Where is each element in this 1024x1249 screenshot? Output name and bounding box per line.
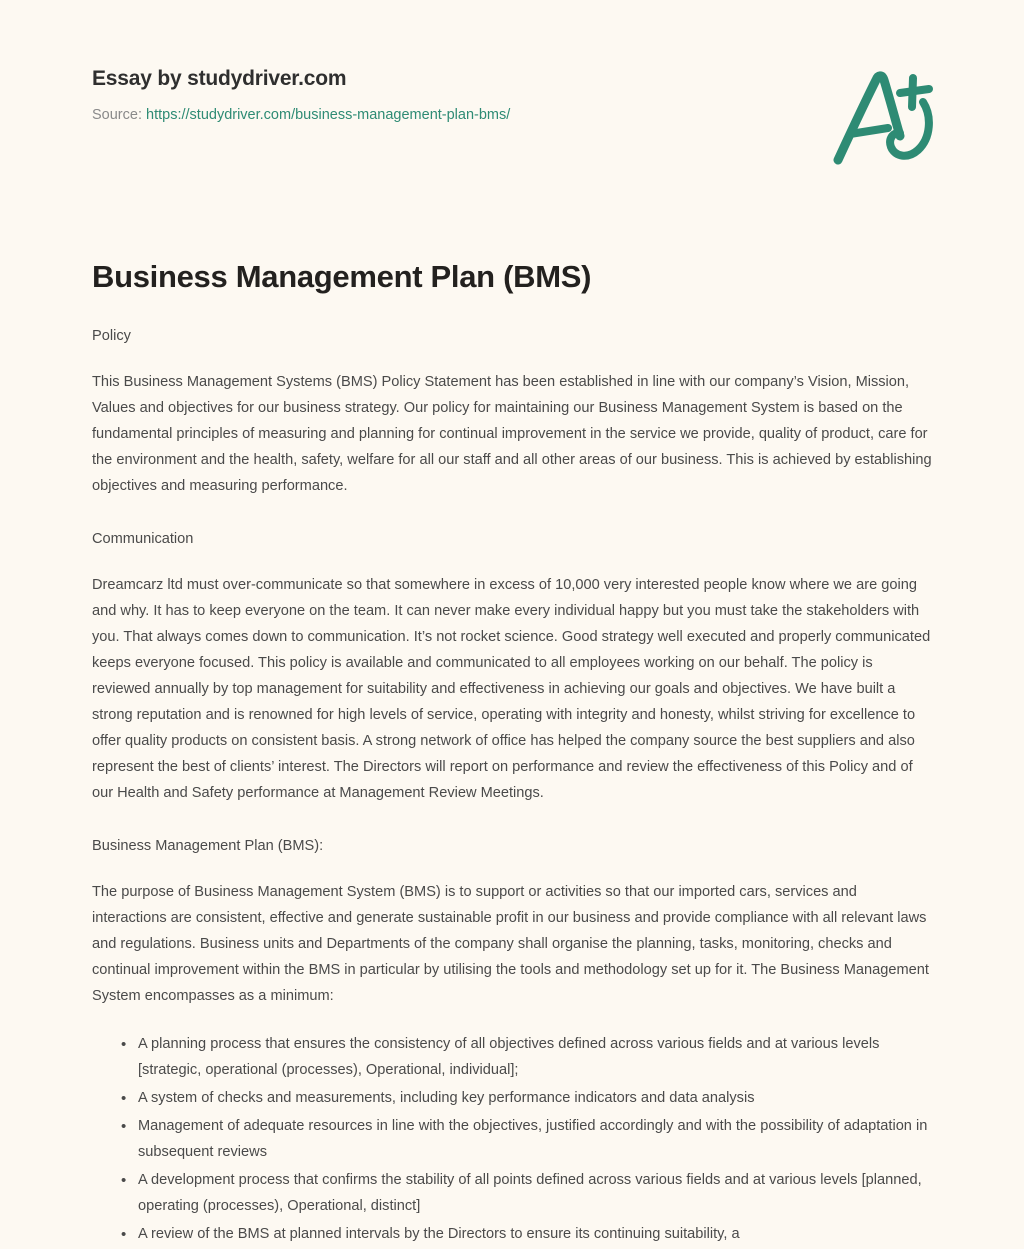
essay-content	[0, 258, 1024, 1248]
section-label-bms-plan: Business Management Plan (BMS):	[92, 838, 324, 854]
list-item: • A development process that confirms the stability of all points defined across various fields and at various levels [planned, operating (processes), Operational, distinct]	[138, 1168, 932, 1220]
source-url-link[interactable]: https://studydriver.com/business-management-plan-bms/	[146, 107, 511, 124]
list-item: • A review of the BMS at planned intervals by the Directors to ensure its continuing suitability, a	[138, 1222, 932, 1248]
page-header	[0, 0, 1024, 200]
source-label: Source:	[92, 107, 142, 124]
section-label-policy: Policy	[92, 327, 131, 344]
source-line	[92, 106, 932, 125]
list-item: • A planning process that ensures the consistency of all objectives defined across various fields and at various levels [strategic, operational (processes), Operational, individual];	[138, 1032, 932, 1084]
list-item: • Management of adequate resources in line with the objectives, justified accordingly and with the possibility of adaptation in subsequent reviews	[138, 1114, 932, 1166]
bms-requirements-list	[92, 1032, 932, 1248]
section-paragraph-communication: Dreamcarz ltd must over-communicate so that somewhere in excess of 10,000 very interested people know where we are going and why. It has to keep everyone on the team. It can never make every individual happy but you must take the stakeholders with you. That always comes down to communication. It’s not rocket science. Good strategy well executed and properly communicated keeps everyone focused. This policy is available and communicated to all employees working on our behalf. The policy is reviewed annually by top management for suitability and effectiveness in achieving our goals and objectives. We have built a strong reputation and is renowned for high levels of service, operating with integrity and honesty, whilst striving for excellence to offer quality products on consistent basis. A strong network of office has helped the company source the best suppliers and also represent the best of clients’ interest. The Directors will report on performance and review the effectiveness of this Policy and of our Health and Safety performance at Management Review Meetings.	[92, 577, 931, 802]
section-paragraph-policy: This Business Management Systems (BMS) Policy Statement has been established in line with our company’s Vision, Mission, Values and objectives for our business strategy. Our policy for maintaining our Business Management System is based on the fundamental principles of measuring and planning for continual improvement in the service we provide, quality of product, care for the environment and the health, safety, welfare for all our staff and all other areas of our business. This is achieved by establishing objectives and measuring performance.	[92, 374, 932, 494]
section-label-communication: Communication	[92, 530, 194, 547]
section-paragraph-bms-plan: The purpose of Business Management System (BMS) is to support or activities so that our imported cars, services and interactions are consistent, effective and generate sustainable profit in our business and provide compliance with all relevant laws and regulations. Business units and Departments of the company shall organise the planning, tasks, monitoring, checks and continual improvement within the BMS in particular by utilising the tools and methodology set up for it. The Business Management System encompasses as a minimum:	[92, 884, 929, 1005]
a-plus-logo-icon	[830, 62, 940, 170]
page-title: Business Management Plan (BMS)	[92, 259, 592, 294]
brand-title: Essay by studydriver.com	[92, 67, 347, 90]
list-item: • A system of checks and measurements, including key performance indicators and data analysis	[138, 1086, 932, 1112]
